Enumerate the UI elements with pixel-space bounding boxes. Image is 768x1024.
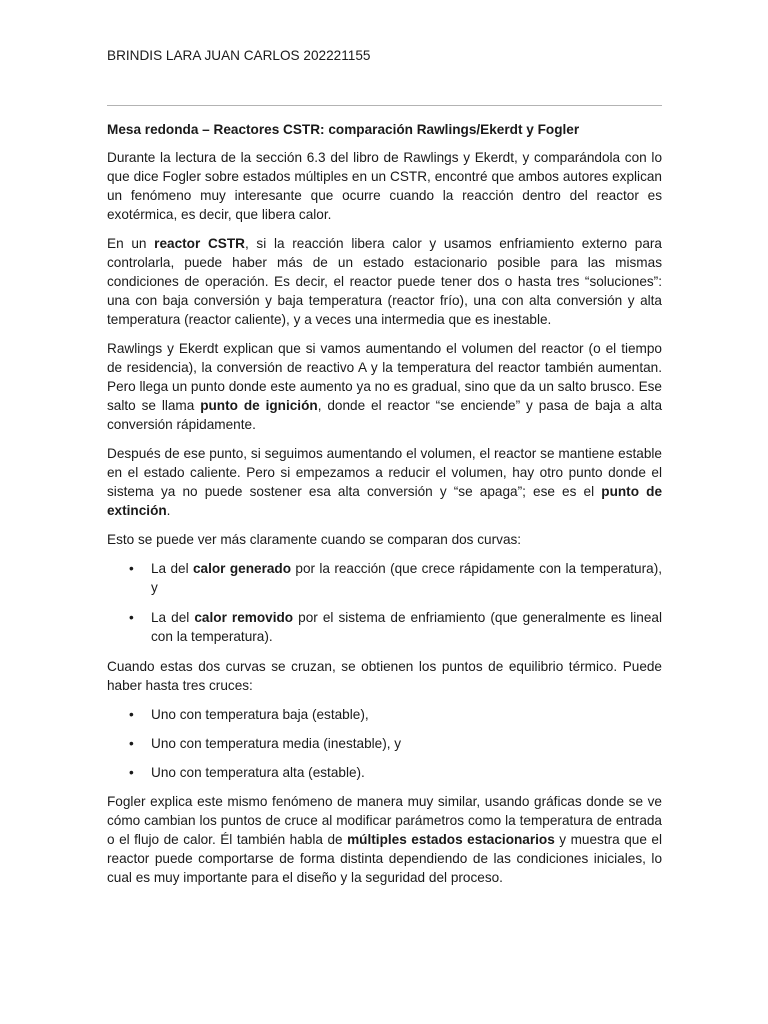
bold-term: punto de extinción bbox=[107, 484, 662, 518]
list-item: • Uno con temperatura baja (estable), bbox=[151, 705, 662, 724]
bold-term: punto de ignición bbox=[200, 398, 318, 413]
bold-term: múltiples estados estacionarios bbox=[347, 832, 555, 847]
bold-term: calor generado bbox=[192, 561, 292, 576]
crossings-list bbox=[107, 705, 662, 782]
paragraph-fogler: Fogler explica este mismo fenómeno de manera muy similar, usando gráficas donde se ve cómo cambian los puntos de cruce al modificar parámetros como la temperatura de entrada o el flujo de calor. Él también habla de múltiples estados estacionarios y muestra que el reactor puede comportarse de forma distinta dependiendo de las condiciones iniciales, lo cual es muy importante para el diseño y la seguridad del proceso. bbox=[107, 794, 662, 885]
document-title: Mesa redonda – Reactores CSTR: comparación Rawlings/Ekerdt y Fogler bbox=[107, 122, 580, 137]
paragraph-ignition: Rawlings y Ekerdt explican que si vamos aumentando el volumen del reactor (o el tiempo de residencia), la conversión de reactivo A y la temperatura del reactor también aumentan. Pero llega un punto donde este aumento ya no es gradual, sino que da un salto brusco. Ese salto se llama punto de ignición, donde el reactor “se enciende” y pasa de baja a alta conversión rápidamente. bbox=[107, 341, 662, 432]
list-item: • Uno con temperatura media (inestable), y bbox=[151, 734, 662, 753]
author-header: BRINDIS LARA JUAN CARLOS 202221155 bbox=[107, 48, 371, 63]
paragraph-crossings-intro: Cuando estas dos curvas se cruzan, se obtienen los puntos de equilibrio térmico. Puede haber hasta tres cruces: bbox=[107, 659, 662, 693]
list-item: • La del calor removido por el sistema de enfriamiento (que generalmente es lineal con la temperatura). bbox=[151, 608, 662, 646]
list-item: • La del calor generado por la reacción (que crece rápidamente con la temperatura), y bbox=[151, 559, 662, 597]
paragraph-intro: Durante la lectura de la sección 6.3 del libro de Rawlings y Ekerdt, y comparándola con lo que dice Fogler sobre estados múltiples en un CSTR, encontré que ambos autores explican un fenómeno muy interesante que ocurre cuando la reacción dentro del reactor es exotérmica, es decir, que libera calor. bbox=[107, 150, 662, 222]
paragraph-extinction: Después de ese punto, si seguimos aumentando el volumen, el reactor se mantiene estable en el estado caliente. Pero si empezamos a reducir el volumen, hay otro punto donde el sistema ya no puede sostener esa alta conversión y “se apaga”; ese es el punto de extinción. bbox=[107, 446, 662, 518]
bold-term: reactor CSTR bbox=[154, 236, 245, 251]
paragraph-cstr: En un reactor CSTR, si la reacción libera calor y usamos enfriamiento externo para controlarla, puede haber más de un estado estacionario posible para las mismas condiciones de operación. Es decir, el reactor puede tener dos o hasta tres “soluciones”: una con baja conversión y baja temperatura (reactor frío), una con alta conversión y alta temperatura (reactor caliente), y a veces una intermedia que es inestable. bbox=[107, 236, 662, 327]
paragraph-curves-intro: Esto se puede ver más claramente cuando se comparan dos curvas: bbox=[107, 532, 522, 547]
curves-list bbox=[107, 559, 662, 646]
list-item: • Uno con temperatura alta (estable). bbox=[151, 763, 662, 782]
bold-term: calor removido bbox=[194, 610, 294, 625]
header-divider bbox=[107, 105, 662, 106]
